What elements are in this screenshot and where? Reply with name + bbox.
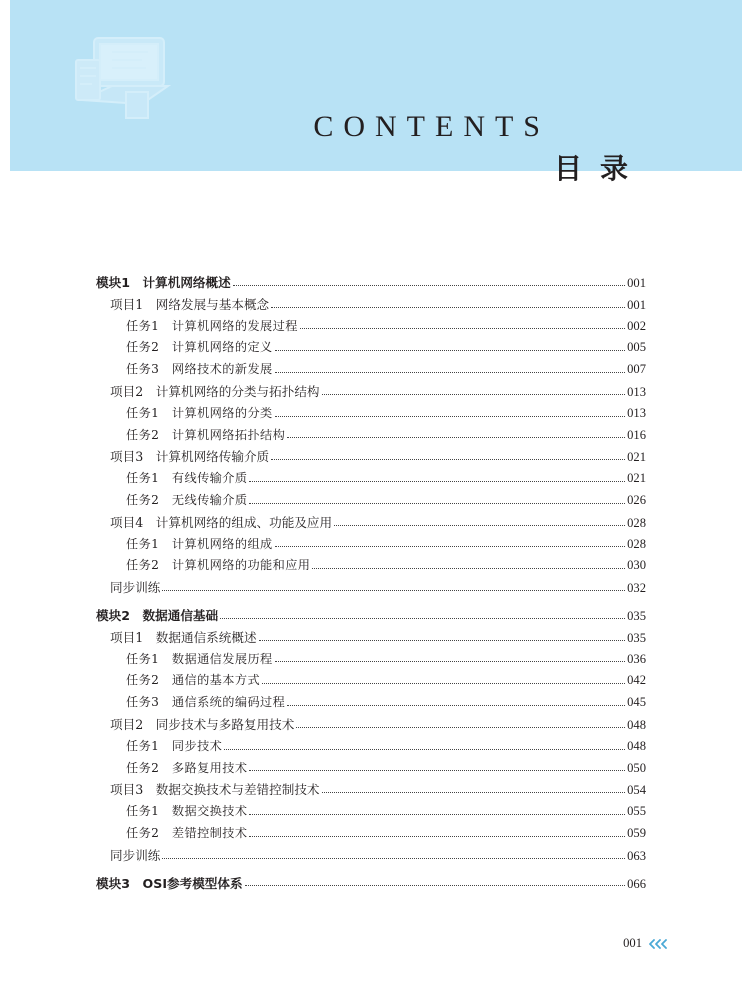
toc-entry-module[interactable] [96, 605, 646, 627]
toc-entry-task[interactable] [96, 534, 646, 556]
toc-entry-page: 013 [627, 405, 646, 420]
toc-entry-label: 任务3 网络技术的新发展 [126, 362, 273, 377]
toc-leader-dots [275, 660, 625, 662]
toc-entry-page: 032 [627, 581, 646, 596]
toc-entry-module[interactable] [96, 272, 646, 294]
toc-entry-page: 001 [627, 297, 646, 312]
toc-entry-page: 021 [627, 450, 646, 465]
toc-leader-dots [249, 502, 625, 504]
toc-entry-project[interactable] [96, 512, 646, 534]
toc-entry-page: 035 [627, 630, 646, 645]
toc-entry-label: 任务2 计算机网络的功能和应用 [126, 558, 311, 573]
toc-leader-dots [162, 857, 625, 859]
toc-leader-dots [300, 327, 625, 329]
toc-entry-page: 066 [627, 876, 646, 891]
toc-entry-label: 同步训练 [110, 580, 161, 596]
toc-entry-training[interactable] [96, 577, 646, 599]
toc-entry-label: 同步训练 [110, 847, 161, 863]
toc-entry-page: 002 [627, 318, 646, 333]
toc-leader-dots [287, 704, 625, 706]
toc-leader-dots [249, 813, 625, 815]
page-footer [623, 936, 670, 951]
toc-entry-task[interactable] [96, 425, 646, 447]
toc-entry-label: 任务2 差错控制技术 [126, 825, 248, 840]
toc-leader-dots [322, 393, 626, 395]
toc-entry-task[interactable] [96, 337, 646, 359]
toc-entry-label: 项目3 数据交换技术与差错控制技术 [110, 782, 320, 798]
toc-leader-dots [334, 524, 625, 526]
toc-leader-dots [275, 371, 625, 373]
toc-entry-task[interactable] [96, 823, 646, 845]
toc-entry-label: 任务1 有线传输介质 [126, 471, 248, 486]
toc-entry-label: 项目4 计算机网络的组成、功能及应用 [110, 514, 333, 530]
toc-leader-dots [249, 835, 625, 837]
toc-entry-project[interactable] [96, 627, 646, 649]
toc-entry-page: 050 [627, 760, 646, 775]
header-banner [10, 0, 742, 185]
toc-entry-module[interactable] [96, 873, 646, 895]
toc-leader-dots [162, 589, 625, 591]
toc-leader-dots [262, 682, 625, 684]
toc-leader-dots [245, 884, 626, 886]
toc-entry-label: 项目2 同步技术与多路复用技术 [110, 716, 295, 732]
toc-entry-task[interactable] [96, 670, 646, 692]
toc-entry-label: 任务2 通信的基本方式 [126, 673, 261, 688]
toc-entry-project[interactable] [96, 714, 646, 736]
toc-entry-page: 055 [627, 804, 646, 819]
toc-entry-page: 001 [627, 276, 646, 290]
triple-chevron-left-icon [648, 939, 670, 949]
toc-entry-page: 045 [627, 695, 646, 710]
contents-heading: CONTENTS [313, 110, 550, 143]
computer-illustration-icon [72, 30, 182, 130]
toc-entry-task[interactable] [96, 359, 646, 381]
toc-entry-label: 任务3 通信系统的编码过程 [126, 695, 286, 710]
toc-entry-task[interactable] [96, 403, 646, 425]
toc-entry-project[interactable] [96, 779, 646, 801]
toc-entry-page: 042 [627, 673, 646, 688]
toc-entry-task[interactable] [96, 555, 646, 577]
toc-entry-page: 021 [627, 471, 646, 486]
mulu-heading: 目录 [553, 152, 646, 185]
toc-entry-page: 028 [627, 515, 646, 530]
toc-entry-project[interactable] [96, 446, 646, 468]
toc-entry-task[interactable] [96, 758, 646, 780]
toc-leader-dots [322, 791, 626, 793]
toc-leader-dots [275, 545, 625, 547]
toc-leader-dots [275, 349, 625, 351]
page-number: 001 [623, 936, 642, 950]
toc-entry-label: 项目1 网络发展与基本概念 [110, 296, 270, 312]
toc-leader-dots [249, 480, 625, 482]
toc-leader-dots [312, 567, 625, 569]
toc-entry-task[interactable] [96, 468, 646, 490]
toc-entry-task[interactable] [96, 801, 646, 823]
toc-entry-task[interactable] [96, 736, 646, 758]
toc-entry-label: 任务1 数据通信发展历程 [126, 651, 273, 666]
toc-leader-dots [259, 639, 626, 641]
toc-leader-dots [224, 748, 625, 750]
toc-entry-project[interactable] [96, 381, 646, 403]
toc-entry-page: 048 [627, 738, 646, 753]
toc-entry-task[interactable] [96, 649, 646, 671]
toc-entry-task[interactable] [96, 316, 646, 338]
toc-entry-page: 028 [627, 536, 646, 551]
table-of-contents [96, 272, 646, 894]
toc-entry-page: 030 [627, 558, 646, 573]
toc-entry-task[interactable] [96, 490, 646, 512]
toc-entry-page: 026 [627, 492, 646, 507]
toc-entry-label: 任务2 计算机网络拓扑结构 [126, 427, 286, 442]
toc-entry-label: 任务1 计算机网络的分类 [126, 405, 273, 420]
toc-entry-label: 任务2 多路复用技术 [126, 760, 248, 775]
toc-entry-page: 016 [627, 427, 646, 442]
toc-entry-label: 任务1 数据交换技术 [126, 804, 248, 819]
toc-entry-label: 任务1 同步技术 [126, 738, 223, 753]
toc-leader-dots [220, 617, 625, 619]
toc-entry-label: 模块1 计算机网络概述 [96, 275, 231, 290]
toc-entry-page: 054 [627, 783, 646, 798]
toc-leader-dots [296, 726, 625, 728]
toc-entry-label: 任务1 计算机网络的组成 [126, 536, 273, 551]
toc-entry-page: 048 [627, 717, 646, 732]
toc-leader-dots [271, 458, 625, 460]
toc-leader-dots [287, 436, 625, 438]
toc-entry-page: 059 [627, 825, 646, 840]
toc-entry-page: 063 [627, 848, 646, 863]
toc-entry-label: 项目1 数据通信系统概述 [110, 629, 257, 645]
toc-leader-dots [233, 284, 625, 286]
toc-entry-page: 007 [627, 362, 646, 377]
toc-entry-page: 036 [627, 651, 646, 666]
toc-leader-dots [271, 306, 625, 308]
toc-entry-page: 005 [627, 340, 646, 355]
toc-entry-label: 任务1 计算机网络的发展过程 [126, 318, 298, 333]
toc-leader-dots [249, 769, 625, 771]
toc-entry-label: 项目3 计算机网络传输介质 [110, 449, 270, 465]
toc-leader-dots [275, 415, 625, 417]
toc-entry-page: 035 [627, 608, 646, 623]
toc-entry-label: 任务2 无线传输介质 [126, 492, 248, 507]
toc-entry-label: 模块3 OSI参考模型体系 [96, 875, 243, 891]
toc-entry-training[interactable] [96, 845, 646, 867]
toc-entry-label: 模块2 数据通信基础 [96, 607, 219, 623]
toc-entry-page: 013 [627, 384, 646, 399]
toc-entry-task[interactable] [96, 692, 646, 714]
toc-entry-project[interactable] [96, 294, 646, 316]
toc-entry-label: 任务2 计算机网络的定义 [126, 340, 273, 355]
toc-entry-label: 项目2 计算机网络的分类与拓扑结构 [110, 383, 320, 399]
